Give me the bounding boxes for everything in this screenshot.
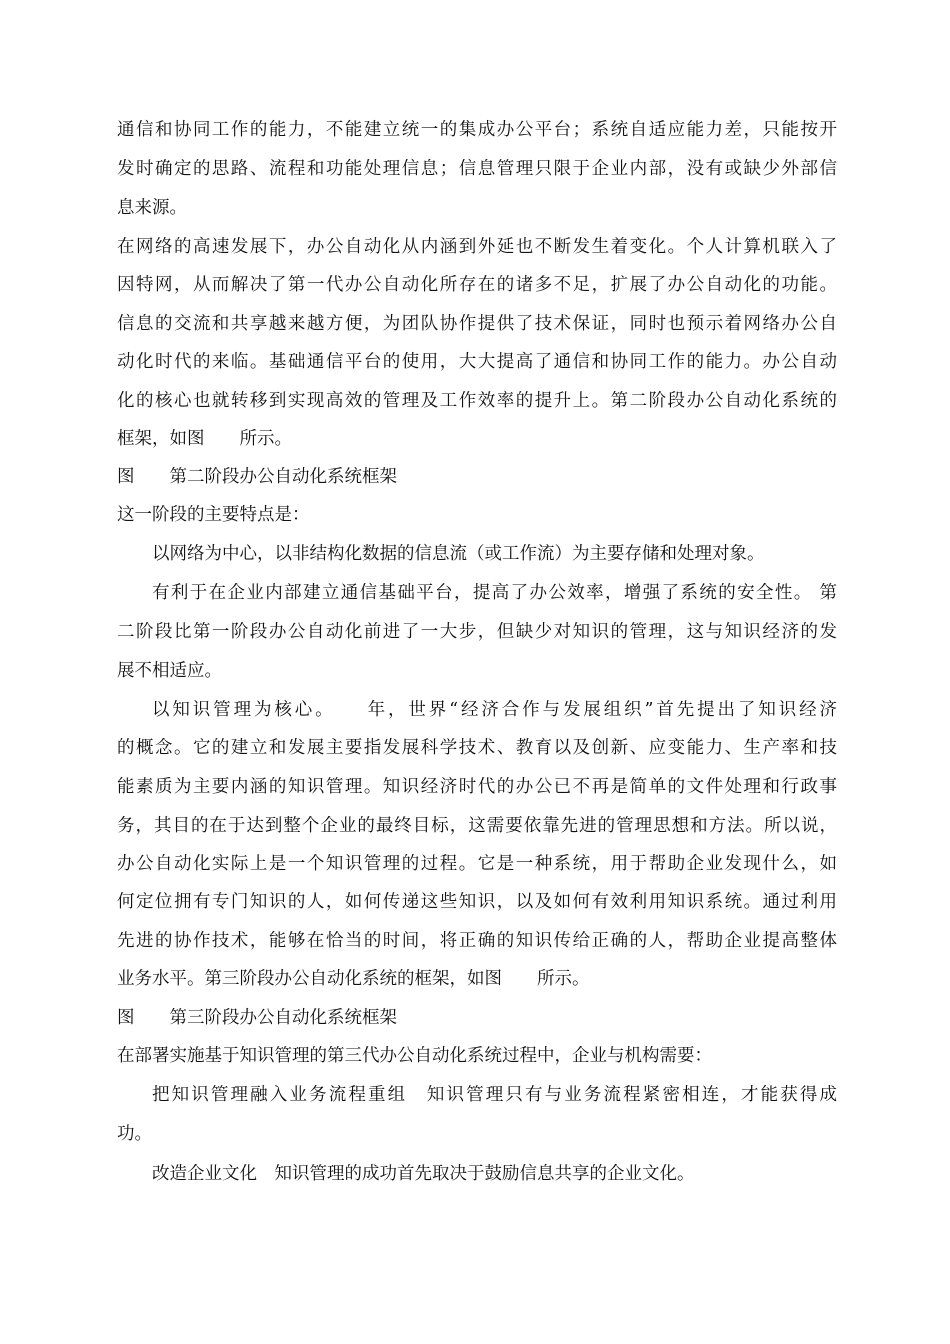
paragraph-line: 办公自动化实际上是一个知识管理的过程。它是一种系统，用于帮助企业发现什么，如 [117, 854, 837, 874]
figure-caption: 图 第二阶段办公自动化系统框架 [117, 467, 397, 487]
paragraph-line: 功。 [117, 1124, 152, 1144]
paragraph-line: 先进的协作技术，能够在恰当的时间，将正确的知识传给正确的人，帮助企业提高整体 [117, 931, 837, 951]
paragraph-line: 这一阶段的主要特点是： [117, 505, 310, 525]
paragraph-line: 信息的交流和共享越来越方便，为团队协作提供了技术保证，同时也预示着网络办公自 [117, 314, 837, 334]
figure-caption: 图 第三阶段办公自动化系统框架 [117, 1008, 397, 1028]
paragraph-line: 何定位拥有专门知识的人，如何传递这些知识，以及如何有效利用知识系统。通过利用 [117, 892, 837, 912]
paragraph-line: 以网络为中心，以非结构化数据的信息流（或工作流）为主要存储和处理对象。 [152, 544, 765, 564]
paragraph-line: 因特网，从而解决了第一代办公自动化所存在的诸多不足，扩展了办公自动化的功能。 [117, 275, 837, 295]
paragraph-line: 二阶段比第一阶段办公自动化前进了一大步，但缺少对知识的管理，这与知识经济的发 [117, 622, 837, 642]
paragraph-line: 有利于在企业内部建立通信基础平台，提高了办公效率，增强了系统的安全性。 第 [152, 583, 837, 603]
paragraph-line: 能素质为主要内涵的知识管理。知识经济时代的办公已不再是简单的文件处理和行政事 [117, 777, 837, 797]
paragraph-line: 的概念。它的建立和发展主要指发展科学技术、教育以及创新、应变能力、生产率和技 [117, 738, 837, 758]
paragraph-line: 息来源。 [117, 198, 187, 218]
paragraph-line: 改造企业文化 知识管理的成功首先取决于鼓励信息共享的企业文化。 [152, 1164, 695, 1184]
paragraph-line: 动化时代的来临。基础通信平台的使用，大大提高了通信和协同工作的能力。办公自动 [117, 352, 837, 372]
paragraph-line: 化的核心也就转移到实现高效的管理及工作效率的提升上。第二阶段办公自动化系统的 [117, 391, 837, 411]
paragraph-line: 业务水平。第三阶段办公自动化系统的框架，如图 所示。 [117, 969, 590, 989]
paragraph-line: 展不相适应。 [117, 661, 222, 681]
paragraph-line: 框架，如图 所示。 [117, 429, 292, 449]
paragraph-line: 在网络的高速发展下，办公自动化从内涵到外延也不断发生着变化。个人计算机联入了 [117, 237, 837, 257]
paragraph-line: 以知识管理为核心。 年，世界“经济合作与发展组织”首先提出了知识经济 [152, 700, 837, 720]
paragraph-line: 在部署实施基于知识管理的第三代办公自动化系统过程中，企业与机构需要： [117, 1046, 712, 1066]
paragraph-line: 通信和协同工作的能力，不能建立统一的集成办公平台；系统自适应能力差，只能按开 [117, 120, 837, 140]
paragraph-line: 发时确定的思路、流程和功能处理信息；信息管理只限于企业内部，没有或缺少外部信 [117, 159, 837, 179]
paragraph-line: 务，其目的在于达到整个企业的最终目标，这需要依靠先进的管理思想和方法。所以说， [117, 816, 837, 836]
paragraph-line: 把知识管理融入业务流程重组 知识管理只有与业务流程紧密相连，才能获得成 [152, 1085, 837, 1105]
